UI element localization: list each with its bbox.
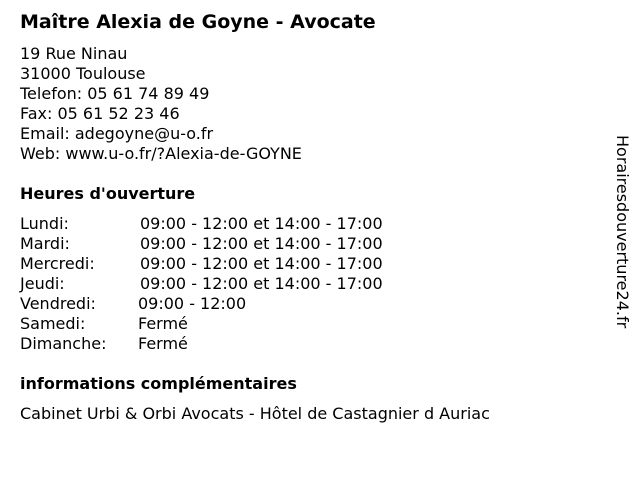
website-address: Web: www.u-o.fr/?Alexia-de-GOYNE — [20, 144, 302, 163]
page-title: Maître Alexia de Goyne - Avocate — [20, 11, 376, 33]
address-city: 31000 Toulouse — [20, 64, 146, 83]
day-label: Lundi: — [20, 214, 69, 233]
day-label: Mardi: — [20, 234, 70, 253]
contact-block — [20, 44, 302, 164]
time-value: 09:00 - 12:00 et 14:00 - 17:00 — [140, 254, 383, 273]
day-label: Dimanche: — [20, 334, 107, 353]
time-value: Fermé — [138, 314, 188, 333]
additional-info-text: Cabinet Urbi & Orbi Avocats - Hôtel de Castagnier d Auriac — [20, 404, 490, 423]
address-street: 19 Rue Ninau — [20, 44, 128, 63]
fax-number: Fax: 05 61 52 23 46 — [20, 104, 180, 123]
additional-info-heading: informations complémentaires — [20, 374, 297, 393]
day-label: Samedi: — [20, 314, 86, 333]
site-brand-vertical: Horairesdouverture24.fr — [613, 135, 632, 329]
opening-hours-heading: Heures d'ouverture — [20, 184, 196, 203]
time-value: 09:00 - 12:00 et 14:00 - 17:00 — [140, 234, 383, 253]
time-value: 09:00 - 12:00 — [138, 294, 247, 313]
day-label: Vendredi: — [20, 294, 96, 313]
email-address: Email: adegoyne@u-o.fr — [20, 124, 214, 143]
time-value: 09:00 - 12:00 et 14:00 - 17:00 — [140, 274, 383, 293]
phone-number: Telefon: 05 61 74 89 49 — [20, 84, 210, 103]
day-label: Mercredi: — [20, 254, 95, 273]
day-label: Jeudi: — [20, 274, 65, 293]
time-value: 09:00 - 12:00 et 14:00 - 17:00 — [140, 214, 383, 233]
time-value: Fermé — [138, 334, 188, 353]
